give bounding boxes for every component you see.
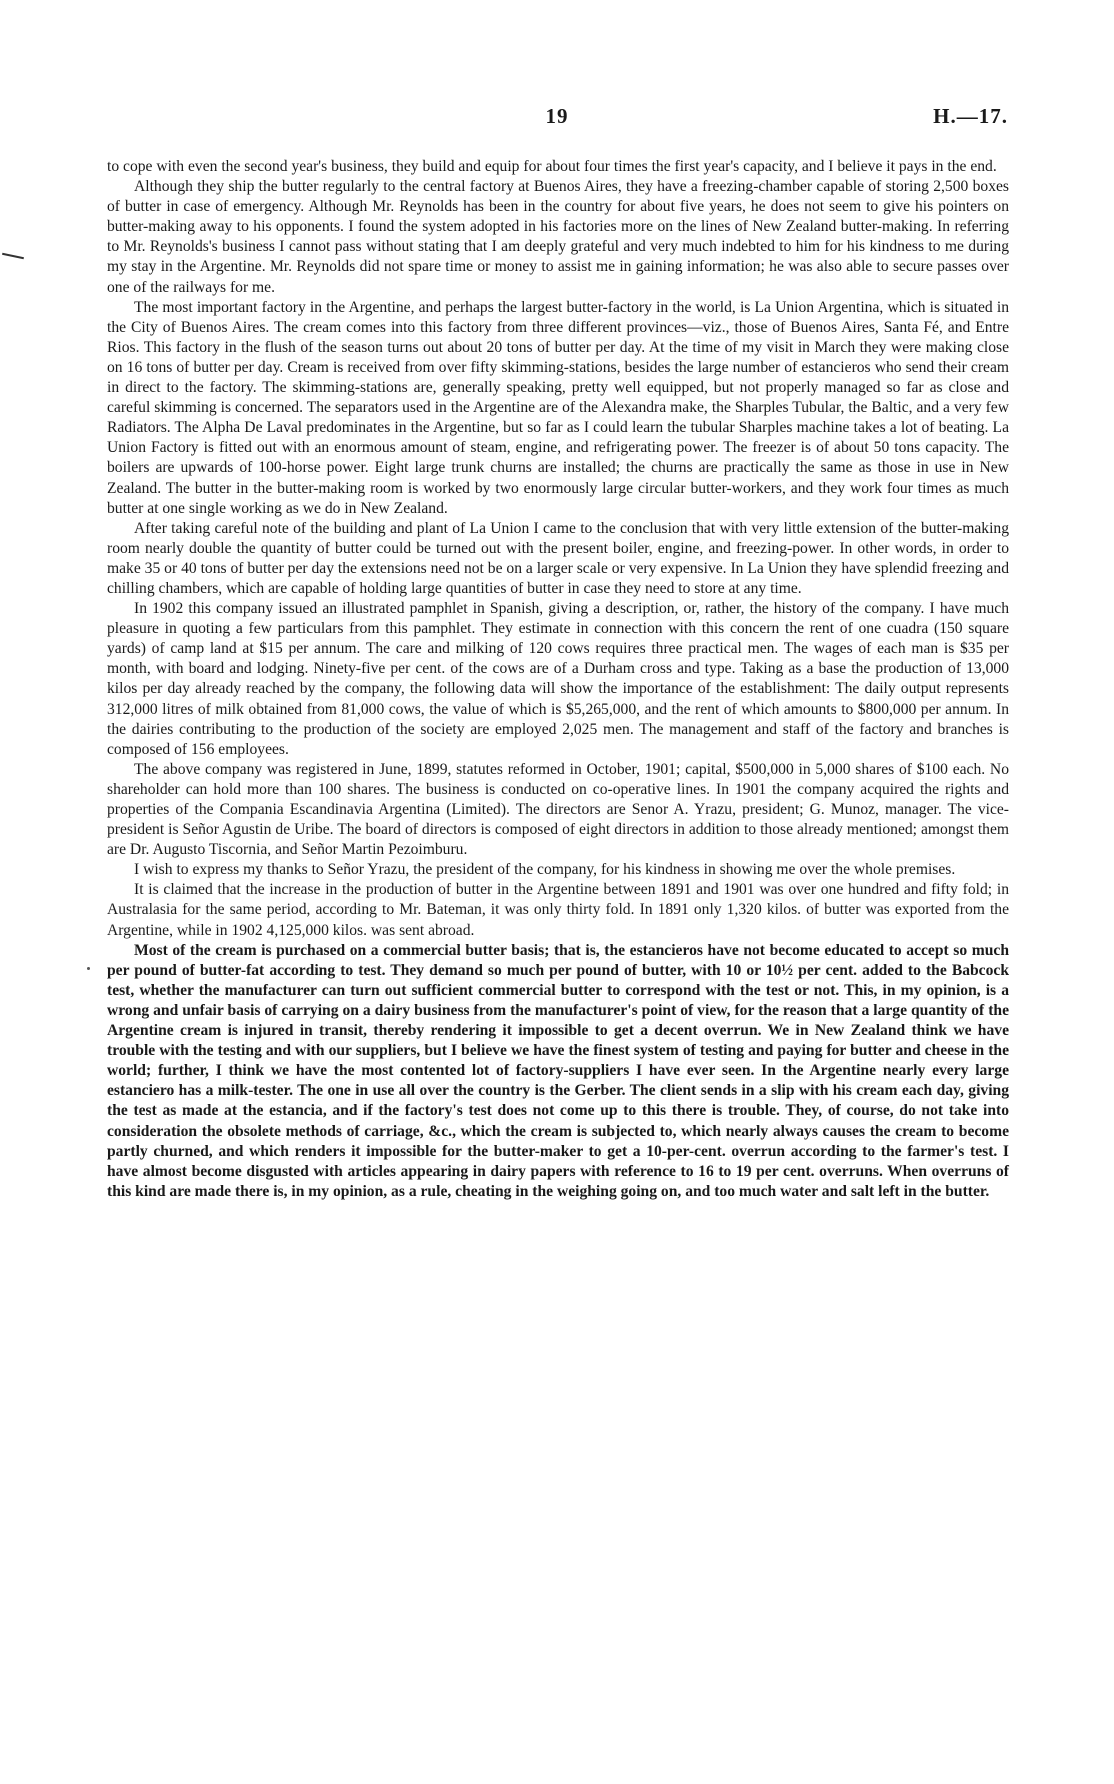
paragraph: Most of the cream is purchased on a commercial butter basis; that is, the estancieros have not become educated to accept so much per pound of butter-fat according to test. They demand so much per pound of butter, with 10 or 10½ per cent. added to the Babcock test, whether the manufacturer can turn out sufficient commercial butter to correspond with the test or not. This, in my opinion, is a wrong and unfair basis of carrying on a dairy business from the manufacturer's point of view, for the reason that a large quantity of the Argentine cream is injured in transit, thereby rendering it impossible to get a decent overrun. We in New Zealand think we have trouble with the testing and with our suppliers, but I believe we have the finest system of testing and paying for butter and cheese in the world; further, I think we have the most contented lot of factory-suppliers I have ever seen. In the Argentine nearly every large estanciero has a milk-tester. The one in use all over the country is the Gerber. The client sends in a slip with his cream each day, giving the test as made at the estancia, and if the factory's test does not come up to this there is trouble. They, of course, do not take into consideration the obsolete methods of carriage, &c., which the cream is subjected to, which nearly always causes the cream to become partly churned, and which renders it impossible for the butter-maker to get a 10-per-cent. overrun according to the farmer's test. I have almost become disgusted with articles appearing in dairy papers with reference to 16 to 19 per cent. overruns. When overruns of this kind are made there is, in my opinion, as a rule, cheating in the weighing going on, and too much water and salt left in the butter. bbox=[107, 941, 1009, 1200]
paragraph: In 1902 this company issued an illustrated pamphlet in Spanish, giving a description, or, rather, the history of the company. I have much pleasure in quoting a few particulars from this pamphlet. They estimate in connection with this concern the rent of one cuadra (150 square yards) of camp land at $15 per annum. The care and milking of 120 cows requires three practical men. The wages of each man is $35 per month, with board and lodging. Ninety-five per cent. of the cows are of a Durham cross and type. Taking as a base the production of 13,000 kilos per day already reached by the company, the following data will show the importance of the establishment: The daily output represents 312,000 litres of milk obtained from 81,000 cows, the value of which is $5,265,000, and the rent of which amounts to $800,000 per annum. In the dairies contributing to the production of the society are employed 2,025 men. The management and staff of the factory and branches is composed of 156 employees. bbox=[107, 600, 1009, 758]
page-number: 19 bbox=[545, 104, 569, 128]
paragraph: It is claimed that the increase in the production of butter in the Argentine between 1891 and 1901 was over one hundred and fifty fold; in Australasia for the same period, according to Mr. Bateman, it was only thirty fold. In 1891 only 1,320 kilos. of butter was exported from the Argentine, while in 1902 4,125,000 kilos. was sent abroad. bbox=[107, 881, 1009, 939]
page-header bbox=[0, 104, 1114, 130]
paragraph: to cope with even the second year's business, they build and equip for about four times the first year's capacity, and I believe it pays in the end. bbox=[107, 158, 997, 175]
paragraph: The above company was registered in June, 1899, statutes reformed in October, 1901; capital, $500,000 in 5,000 shares of $100 each. No shareholder can hold more than 100 shares. The business is conducted on co-operative lines. In 1901 the company acquired the rights and properties of the Compania Escandinavia Argentina (Limited). The directors are Senor A. Yrazu, president; G. Munoz, manager. The vice-president is Señor Agustin de Uribe. The board of directors is composed of eight directors in addition to those already mentioned; amongst them are Dr. Augusto Tiscornia, and Señor Martin Pezoimburu. bbox=[107, 760, 1009, 859]
paragraph: After taking careful note of the building and plant of La Union I came to the conclusion that with very little extension of the butter-making room nearly double the quantity of butter could be turned out with the present boiler, engine, and freezing-power. In other words, in order to make 35 or 40 tons of butter per day the extensions need not be on a larger scale or very expensive. In La Union they have splendid freezing and chilling chambers, which are capable of holding large quantities of butter in case they need to store at any time. bbox=[107, 519, 1009, 597]
body-text bbox=[107, 157, 1009, 1202]
paragraph: The most important factory in the Argentine, and perhaps the largest butter-factory in the world, is La Union Argentina, which is situated in the City of Buenos Aires. The cream comes into this factory from three different provinces—viz., those of Buenos Aires, Santa Fé, and Entre Rios. This factory in the flush of the season turns out about 20 tons of butter per day. At the time of my visit in March they were making close on 16 tons of butter per day. Cream is received from over fifty skimming-stations, besides the large number of estancieros who send their cream in direct to the factory. The skimming-stations are, generally speaking, pretty well equipped, but not properly managed so far as close and careful skimming is concerned. The separators used in the Argentine are of the Alexandra make, the Sharples Tubular, the Baltic, and a very few Radiators. The Alpha De Laval predominates in the Argentine, but so far as I could learn the tubular Sharples machine takes a lot of beating. La Union Factory is fitted out with an enormous amount of steam, engine, and refrigerating power. The freezer is of about 50 tons capacity. The boilers are upwards of 100-horse power. Eight large trunk churns are installed; the churns are practically the same as those in use in New Zealand. The butter in the butter-making room is worked by two enormously large circular butter-workers, and they work four times as much butter at one single working as we do in New Zealand. bbox=[107, 298, 1009, 517]
paragraph: Although they ship the butter regularly to the central factory at Buenos Aires, they have a freezing-chamber capable of storing 2,500 boxes of butter in case of emergency. Although Mr. Reynolds has been in the country for about five years, he does not seem to give his pointers on butter-making away to his opponents. I found the system adopted in his factories more on the lines of New Zealand butter-making. In referring to Mr. Reynolds's business I cannot pass without stating that I am deeply grateful and very much indebted to him for his kindness to me during my stay in the Argentine. Mr. Reynolds did not spare time or money to assist me in gaining information; he was also able to secure passes over one of the railways for me. bbox=[107, 178, 1009, 296]
paragraph: I wish to express my thanks to Señor Yrazu, the president of the company, for his kindness in showing me over the whole premises. bbox=[134, 861, 956, 879]
document-reference: H.—17. bbox=[933, 104, 1008, 128]
margin-dot bbox=[87, 967, 90, 970]
margin-mark bbox=[2, 253, 24, 260]
